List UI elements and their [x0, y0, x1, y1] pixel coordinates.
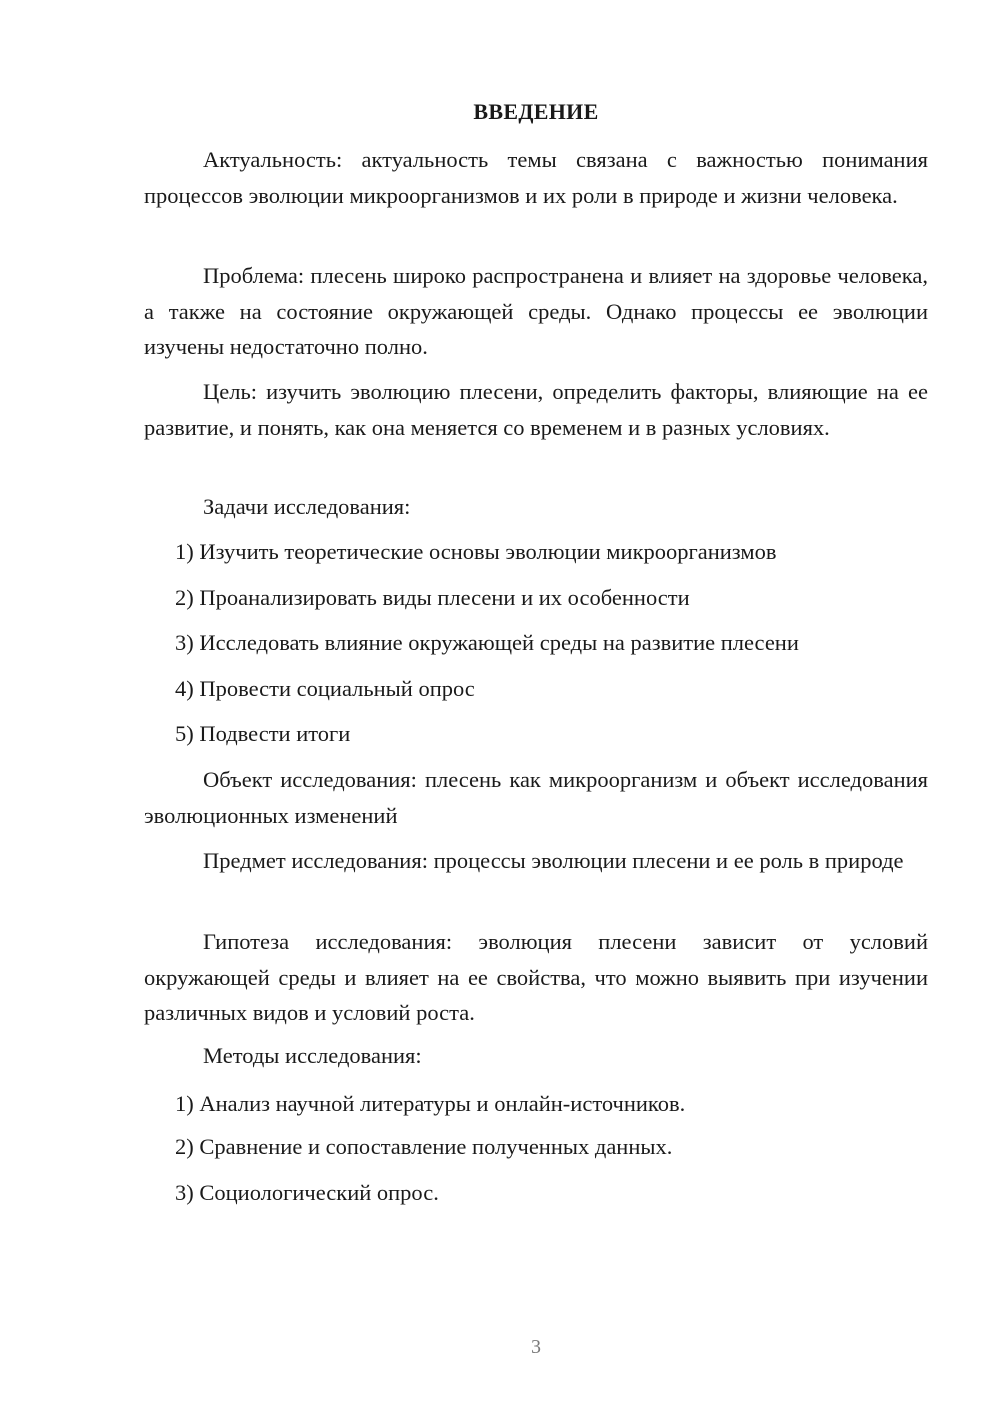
task-item: 4) Провести социальный опрос	[175, 676, 475, 701]
tasks-label: Задачи исследования:	[203, 494, 411, 519]
method-item: 3) Социологический опрос.	[175, 1180, 439, 1205]
hypothesis-paragraph: Гипотеза исследования: эволюция плесени зависит от условий окружающей среды и влияет на ее свойства, что можно выявить при изучении различных видов и условий роста.	[144, 929, 928, 1025]
method-item: 1) Анализ научной литературы и онлайн-источников.	[175, 1091, 686, 1116]
task-item: 2) Проанализировать виды плесени и их особенности	[175, 585, 690, 610]
object-paragraph: Объект исследования: плесень как микроорганизм и объект исследования эволюционных изменений	[144, 767, 928, 828]
task-item: 3) Исследовать влияние окружающей среды на развитие плесени	[175, 630, 799, 655]
methods-label: Методы исследования:	[203, 1043, 422, 1068]
task-item: 1) Изучить теоретические основы эволюции микроорганизмов	[175, 539, 777, 564]
page-title: ВВЕДЕНИЕ	[473, 99, 599, 124]
relevance-paragraph: Актуальность: актуальность темы связана с важностью понимания процессов эволюции микроорганизмов и их роли в природе и жизни человека.	[144, 147, 928, 208]
goal-paragraph: Цель: изучить эволюцию плесени, определить факторы, влияющие на ее развитие, и понять, как она меняется со временем и в разных условиях.	[144, 379, 928, 440]
subject-paragraph: Предмет исследования: процессы эволюции плесени и ее роль в природе	[203, 848, 904, 873]
page-number: 3	[531, 1336, 541, 1358]
problem-paragraph: Проблема: плесень широко распространена и влияет на здоровье человека, а также на состояние окружающей среды. Однако процессы ее эволюции изучены недостаточно полно.	[144, 263, 928, 359]
method-item: 2) Сравнение и сопоставление полученных данных.	[175, 1134, 673, 1159]
task-item: 5) Подвести итоги	[175, 721, 351, 746]
